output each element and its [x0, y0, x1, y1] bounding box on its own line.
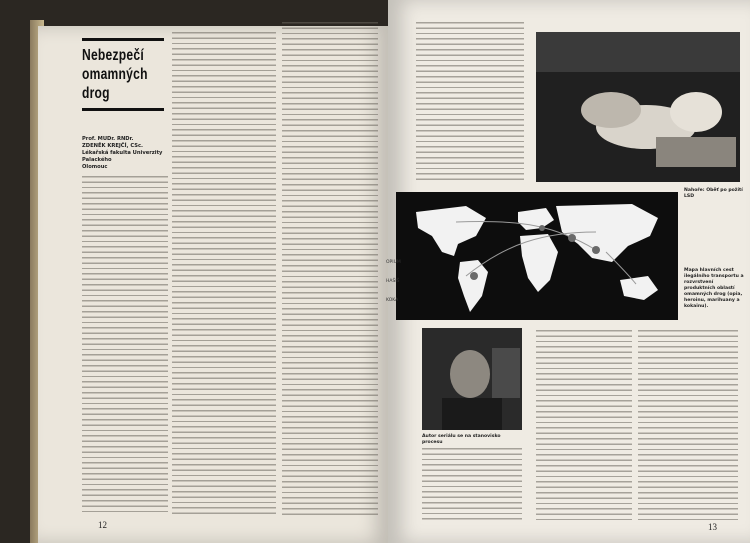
text-column-3 — [282, 22, 378, 517]
text-column-right-bottom-2 — [638, 330, 738, 520]
drug-routes-map — [396, 192, 678, 320]
left-page — [38, 26, 388, 543]
text-column-1 — [82, 176, 168, 516]
byline — [82, 136, 170, 171]
photo-top-caption: Nahoře: Oběť po požití LSD — [684, 188, 743, 199]
text-column-right-bottom-0 — [422, 448, 522, 520]
legend-opium: OPIUM — [386, 260, 401, 265]
byline-line-3: Lékařská fakulta Univerzity Palackého — [82, 150, 163, 163]
title-word-1: Nebezpečí — [82, 47, 144, 64]
page-number-left: 12 — [98, 520, 107, 530]
author-photo — [422, 328, 522, 430]
text-column-right-top-1 — [416, 22, 524, 180]
byline-line-4: Olomouc — [82, 164, 108, 170]
byline-line-2: ZDENĚK KREJČÍ, CSc. — [82, 143, 144, 149]
title-word-3: drog — [82, 85, 110, 102]
right-page — [388, 0, 750, 543]
photo-illustration — [536, 32, 740, 182]
legend-hashish: HAŠIŠ — [386, 279, 400, 284]
map-caption: Mapa hlavních cest ilegálního transportu a rozvrstvení produktních oblastí omamných drog (opia, heroinu, marihuany a kokainu). — [684, 268, 744, 309]
world-map — [396, 192, 678, 320]
text-column-2 — [172, 32, 276, 517]
lsd-victim-photo — [536, 32, 740, 182]
article-title — [82, 46, 162, 103]
page-number-right: 13 — [708, 522, 717, 532]
author-photo-caption: Autor seriálu se na stanovisko procesu — [422, 434, 501, 445]
byline-line-1: Prof. MUDr. RNDr. — [82, 136, 134, 142]
author-photo-illustration — [422, 328, 522, 430]
text-column-right-bottom-1 — [536, 330, 632, 520]
legend-coca: KOKA — [386, 298, 399, 303]
title-bottom-rule — [82, 108, 164, 111]
map-legend — [386, 260, 406, 303]
title-word-2: omamných — [82, 66, 148, 83]
title-top-rule — [82, 38, 164, 41]
